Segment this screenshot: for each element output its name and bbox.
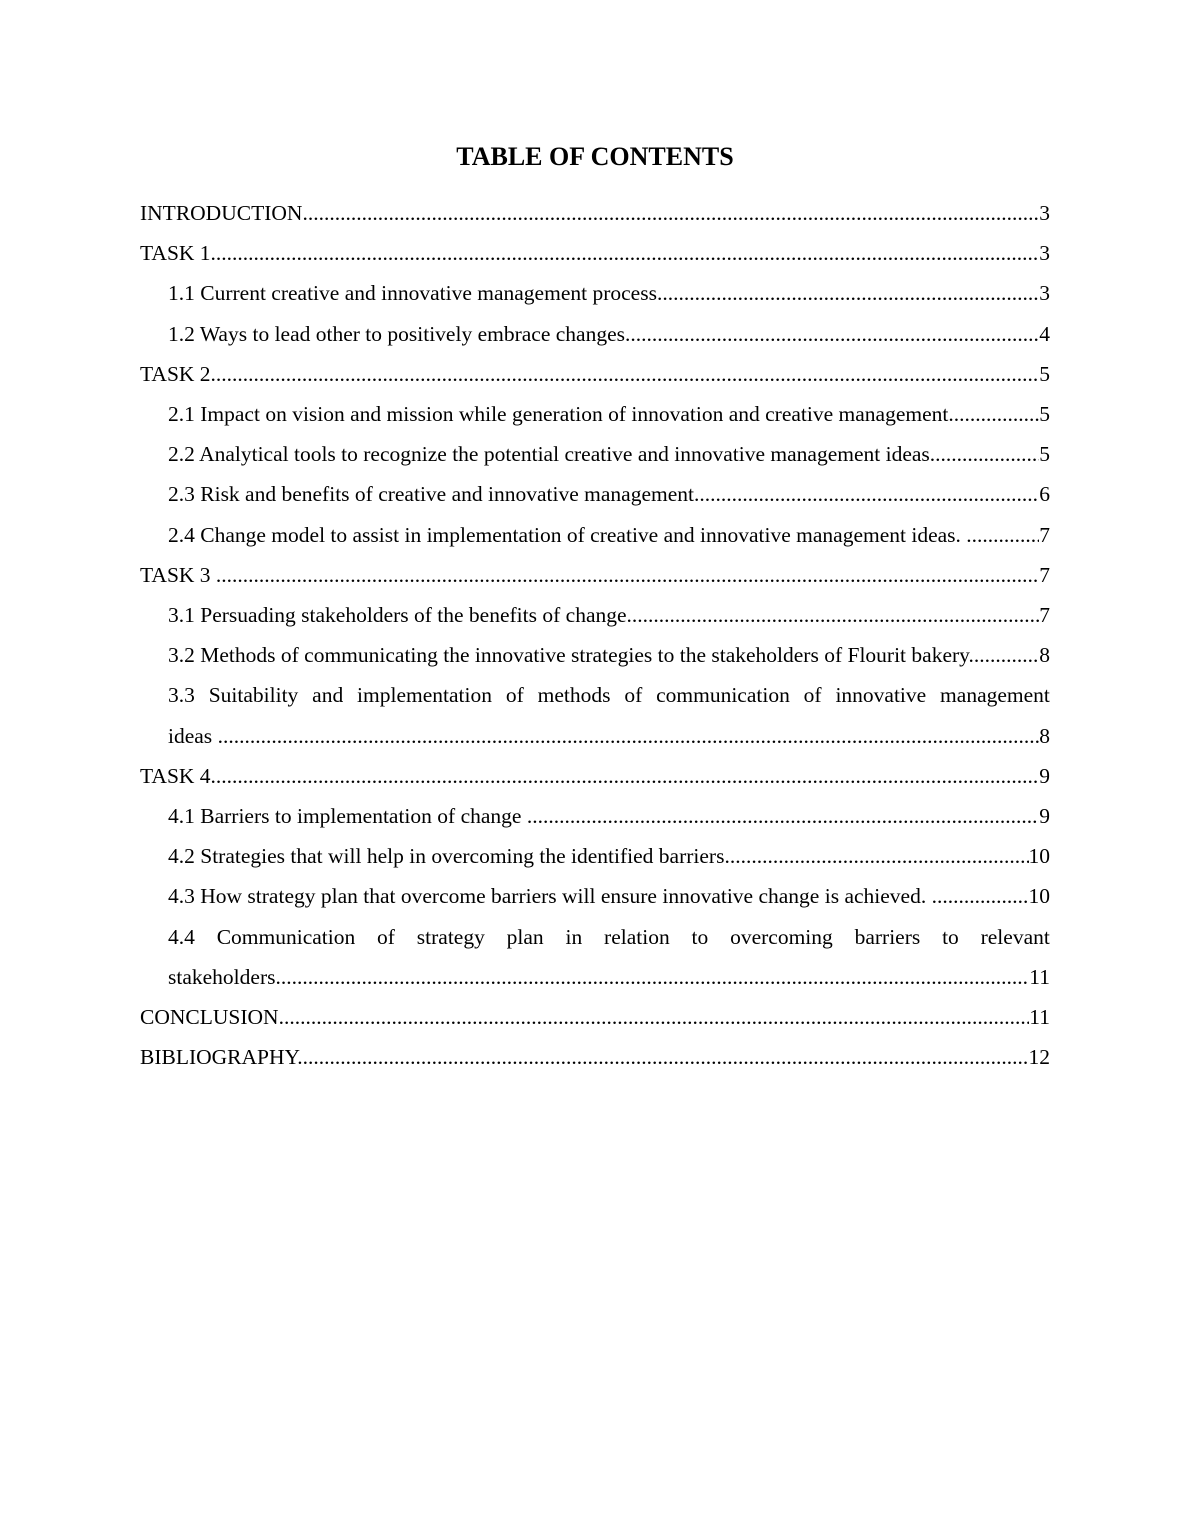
toc-entry-task-2[interactable] (140, 354, 1050, 394)
toc-page-number: 8 (1039, 635, 1050, 675)
toc-page-number: 3 (1039, 273, 1050, 313)
toc-word: of (377, 924, 395, 949)
toc-entry-label-line-1 (168, 917, 1050, 957)
toc-entry-task-1[interactable] (140, 233, 1050, 273)
toc-word: relation (604, 924, 670, 949)
toc-page-number: 5 (1039, 394, 1050, 434)
toc-entry-label: INTRODUCTION (140, 201, 303, 225)
toc-page-number: 10 (1029, 876, 1051, 916)
toc-entry-3-3[interactable] (140, 675, 1050, 755)
toc-entry-introduction[interactable] (140, 193, 1050, 233)
toc-page-number: 12 (1029, 1037, 1051, 1077)
toc-entry-2-2[interactable] (140, 434, 1050, 474)
toc-entry-4-2[interactable] (140, 836, 1050, 876)
toc-entry-label: TASK 1 (140, 241, 211, 266)
toc-page-number: 7 (1039, 595, 1050, 635)
toc-entry-2-1[interactable] (140, 394, 1050, 434)
toc-entry-label-line-2: stakeholders (168, 964, 276, 989)
toc-entry-4-4[interactable] (140, 917, 1050, 997)
toc-entry-3-1[interactable] (140, 595, 1050, 635)
toc-word: in (565, 924, 583, 949)
toc-page-number: 7 (1039, 555, 1050, 595)
toc-entry-conclusion[interactable] (140, 997, 1050, 1037)
toc-word: Communication (216, 924, 356, 949)
toc-word: to (942, 924, 959, 949)
toc-page-number: 7 (1039, 515, 1050, 555)
toc-word: communication (656, 683, 790, 708)
toc-entry-3-2[interactable] (140, 635, 1050, 675)
toc-word: management (940, 683, 1050, 708)
toc-word: barriers (854, 924, 921, 949)
toc-entry-label-line-2: ideas (168, 723, 218, 748)
toc-entry-label: 4.2 Strategies that will help in overcoming the identified barriers (168, 844, 725, 869)
toc-word: of (624, 683, 643, 708)
toc-page-number: 3 (1039, 193, 1050, 233)
toc-word: innovative (835, 683, 927, 708)
toc-entry-label: 3.1 Persuading stakeholders of the benefits of change (168, 603, 627, 628)
toc-entry-task-3[interactable] (140, 555, 1050, 595)
toc-entry-label: TASK 4 (140, 763, 211, 788)
toc-word: strategy (416, 924, 485, 949)
toc-entry-1-2[interactable] (140, 314, 1050, 354)
toc-entry-label-line-1 (168, 675, 1050, 715)
toc-entry-label: TASK 2 (140, 361, 211, 386)
toc-page-number: 8 (1039, 716, 1050, 756)
toc-word: of (803, 683, 822, 708)
toc-word: methods (537, 683, 611, 708)
toc-entry-2-4[interactable] (140, 515, 1050, 555)
toc-entry-1-1[interactable] (140, 273, 1050, 313)
toc-word: of (505, 683, 524, 708)
toc-page-number: 9 (1039, 756, 1050, 796)
toc-entry-label: TASK 3 (140, 562, 216, 587)
toc-page-number: 4 (1039, 314, 1050, 354)
toc-entry-bibliography[interactable] (140, 1037, 1050, 1077)
toc-word: to (691, 924, 709, 949)
toc-entry-2-3[interactable] (140, 474, 1050, 514)
toc-word: 4.4 (168, 924, 195, 949)
toc-word: Suitability (208, 683, 299, 708)
toc-word: relevant (980, 924, 1050, 949)
toc-page-number: 5 (1039, 434, 1050, 474)
toc-word: plan (506, 924, 544, 949)
toc-entry-task-4[interactable] (140, 756, 1050, 796)
toc-word: 3.3 (168, 683, 195, 708)
toc-word: and (312, 683, 344, 708)
toc-word: overcoming (730, 924, 833, 949)
toc-entry-label: 3.2 Methods of communicating the innovative strategies to the stakeholders of Flourit bakery (168, 643, 969, 668)
toc-page-number: 10 (1029, 836, 1051, 876)
toc-entry-4-1[interactable] (140, 796, 1050, 836)
toc-entry-label: 2.1 Impact on vision and mission while generation of innovation and creative management (168, 402, 949, 427)
toc-page-number: 9 (1039, 796, 1050, 836)
toc-entry-4-3[interactable] (140, 876, 1050, 916)
toc-entry-label: 2.2 Analytical tools to recognize the potential creative and innovative management ideas (168, 442, 930, 467)
toc-entry-label: 2.3 Risk and benefits of creative and innovative management (168, 482, 694, 507)
toc-list (140, 193, 1050, 1077)
toc-page-number: 6 (1039, 474, 1050, 514)
toc-entry-label: 1.2 Ways to lead other to positively embrace changes (168, 321, 626, 346)
page-title: TABLE OF CONTENTS (456, 142, 734, 171)
toc-entry-label: BIBLIOGRAPHY (140, 1045, 298, 1070)
toc-entry-label: CONCLUSION (140, 1005, 279, 1030)
toc-entry-label: 1.1 Current creative and innovative management process (168, 281, 657, 306)
toc-page-number: 3 (1039, 233, 1050, 273)
toc-entry-label: 4.1 Barriers to implementation of change (168, 804, 527, 829)
toc-entry-label: 4.3 How strategy plan that overcome barriers will ensure innovative change is achieved. (168, 884, 932, 909)
toc-word: implementation (357, 683, 492, 708)
toc-entry-label: 2.4 Change model to assist in implementation of creative and innovative management ideas. (168, 522, 967, 547)
toc-page-number: 11 (1029, 957, 1050, 997)
toc-page-number: 5 (1039, 354, 1050, 394)
toc-page-number: 11 (1029, 997, 1050, 1037)
